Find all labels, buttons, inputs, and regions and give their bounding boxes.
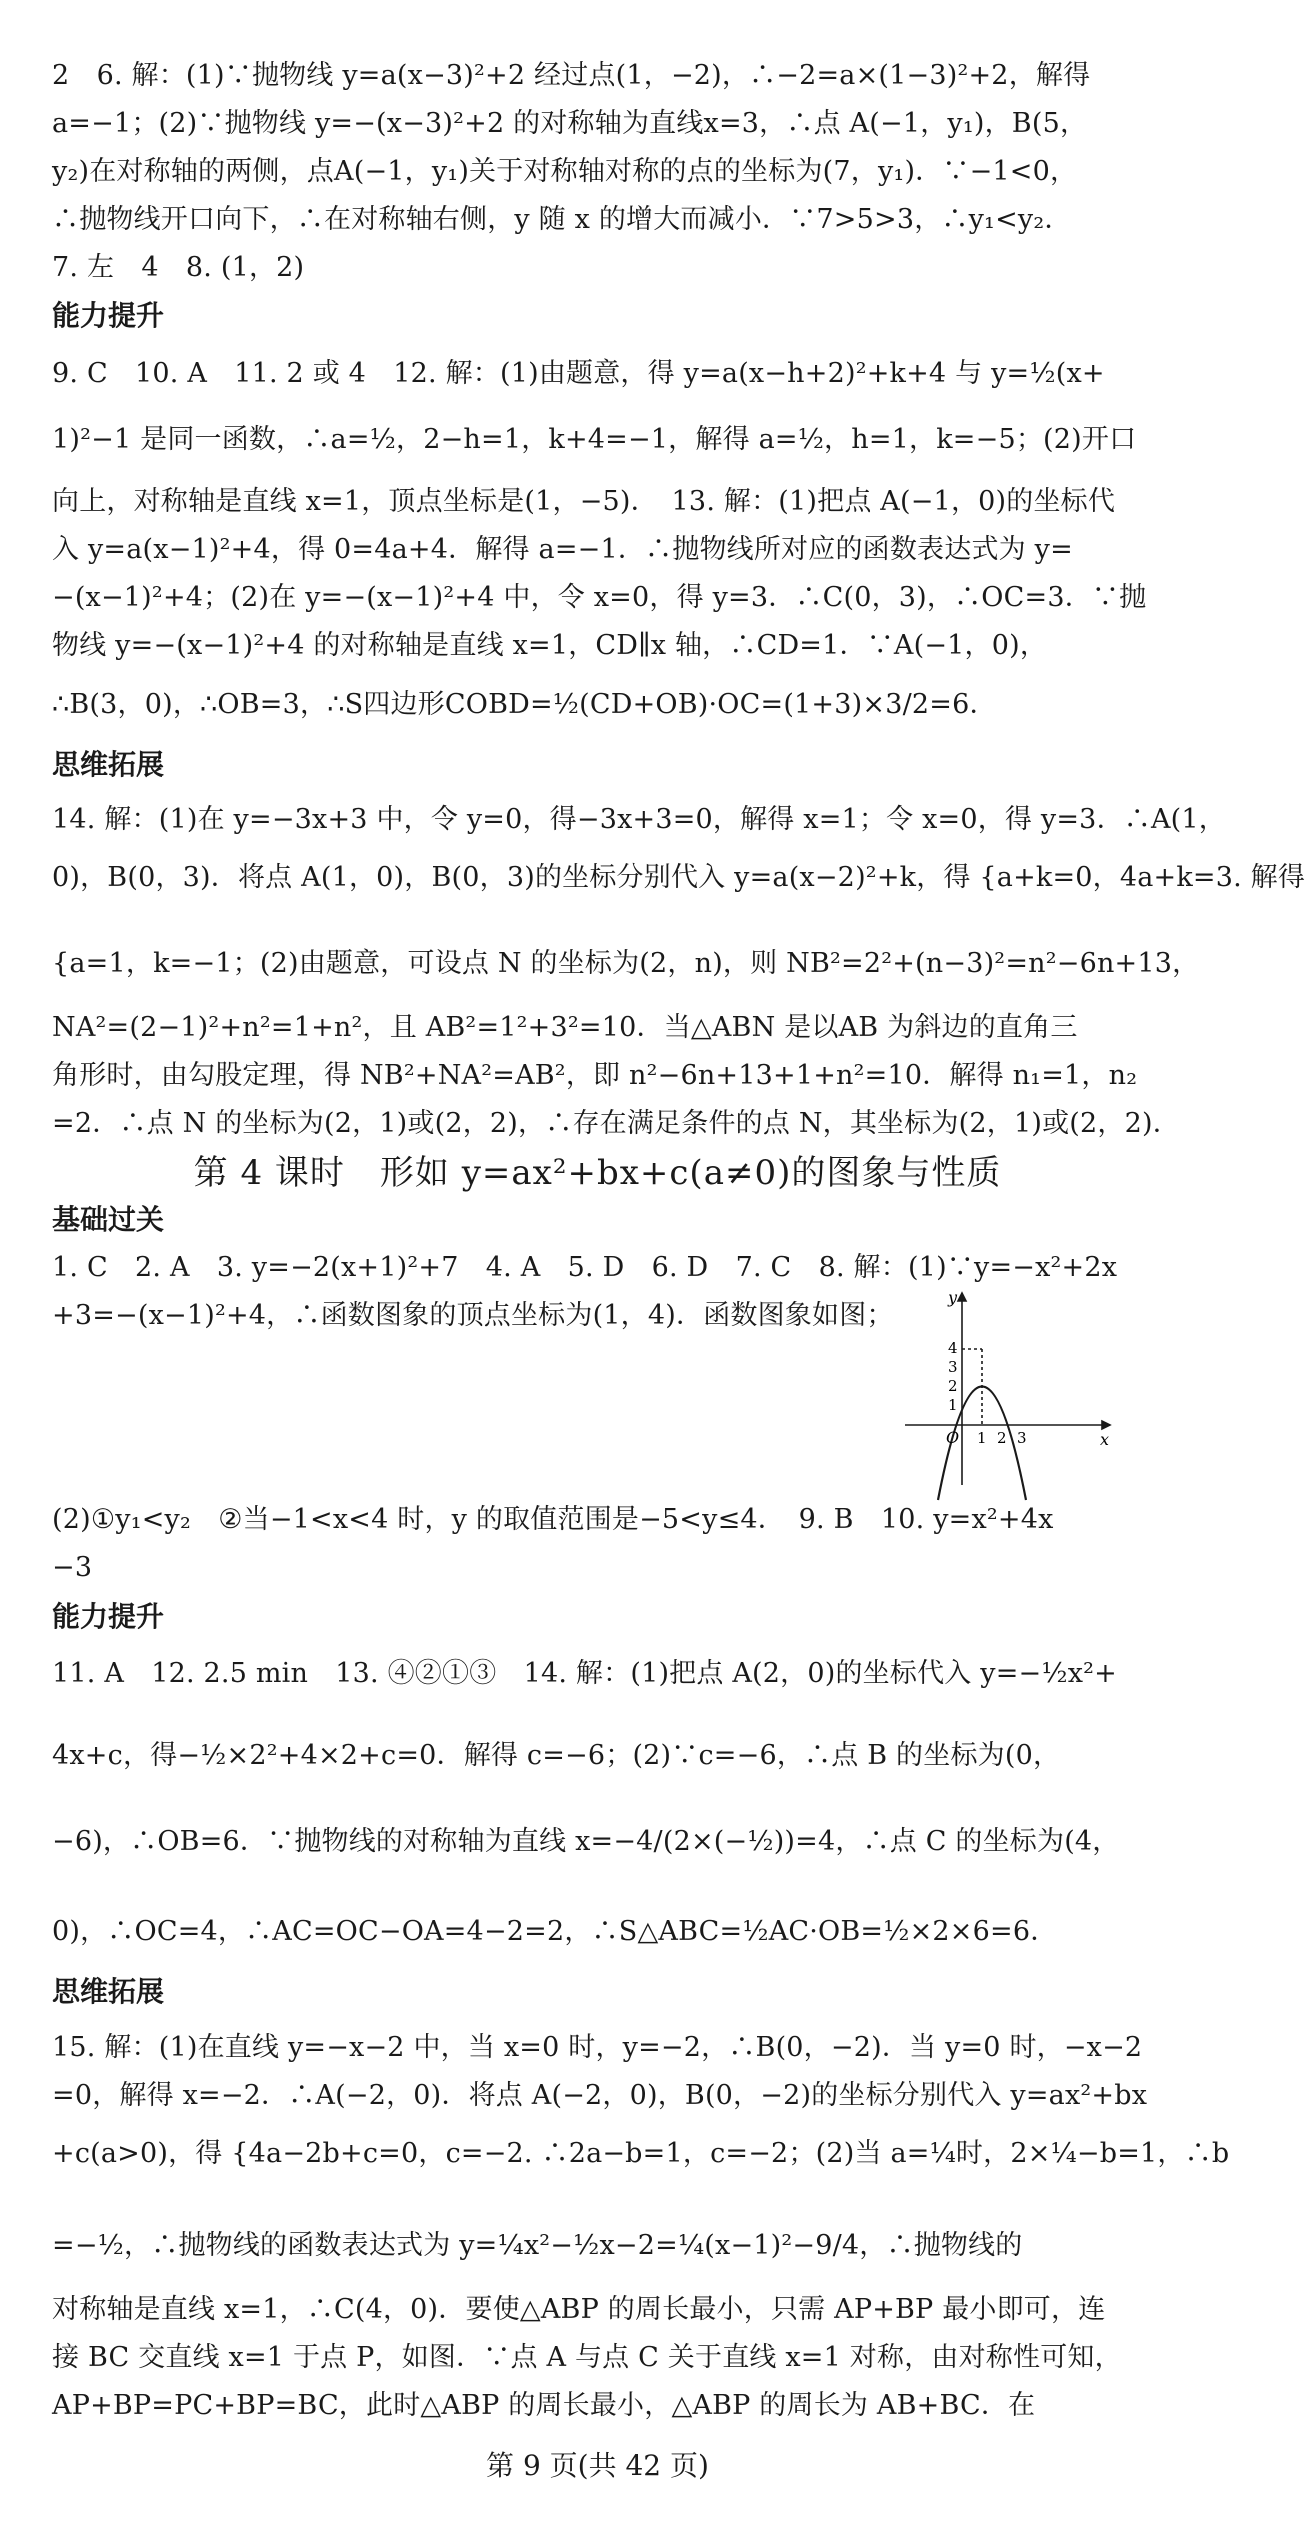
text-line: 物线 y=−(x−1)²+4 的对称轴是直线 x=1，CD∥x 轴，∴CD=1．∵A(−1，0)， <box>52 630 1048 661</box>
text-line: −3 <box>52 1552 93 1583</box>
text-line: 15. 解：(1)在直线 y=−x−2 中，当 x=0 时，y=−2，∴B(0，−2)．当 y=0 时，−x−2 <box>52 2032 1143 2063</box>
x-tick-label: 3 <box>1017 1429 1027 1447</box>
y-tick-label: 4 <box>948 1339 958 1357</box>
text-line: 1. C 2. A 3. y=−2(x+1)²+7 4. A 5. D 6. D 7. C 8. 解：(1)∵y=−x²+2x <box>52 1252 1118 1283</box>
origin-label: O <box>946 1428 960 1447</box>
x-tick-label: 1 <box>977 1429 987 1447</box>
text-line: 4x+c，得−½×2²+4×2+c=0．解得 c=−6；(2)∵c=−6，∴点 B 的坐标为(0， <box>52 1740 1061 1771</box>
section-heading: 基础过关 <box>52 1203 165 1236</box>
section-heading: 思维拓展 <box>52 748 165 781</box>
text-line: a=−1；(2)∵抛物线 y=−(x−3)²+2 的对称轴为直线x=3，∴点 A(−1，y₁)，B(5， <box>52 108 1088 139</box>
text-line: 对称轴是直线 x=1，∴C(4，0)．要使△ABP 的周长最小，只需 AP+BP 最小即可，连 <box>52 2294 1106 2325</box>
section-heading: 思维拓展 <box>52 1975 165 2008</box>
text-line: AP+BP=PC+BP=BC，此时△ABP 的周长最小，△ABP 的周长为 AB+BC．在 <box>52 2390 1036 2421</box>
text-line: 接 BC 交直线 x=1 于点 P，如图．∵点 A 与点 C 关于直线 x=1 对称，由对称性可知， <box>52 2342 1122 2373</box>
text-line: 0)，∴OC=4，∴AC=OC−OA=4−2=2，∴S△ABC=½AC·OB=½×2×6=6． <box>52 1916 1058 1947</box>
text-line: 向上，对称轴是直线 x=1，顶点坐标是(1，−5)． 13. 解：(1)把点 A(−1，0)的坐标代 <box>52 486 1116 517</box>
text-line: y₂)在对称轴的两侧，点A(−1，y₁)关于对称轴对称的点的坐标为(7，y₁)．∵−1<0， <box>52 156 1078 187</box>
graph-axes <box>905 1293 1110 1485</box>
text-line: =−½，∴抛物线的函数表达式为 y=¼x²−½x−2=¼(x−1)²−9/4，∴抛物线的 <box>52 2230 1023 2261</box>
lesson-title: 第 4 课时 形如 y=ax²+bx+c(a≠0)的图象与性质 <box>193 1153 1002 1193</box>
text-line: NA²=(2−1)²+n²=1+n²，且 AB²=1²+3²=10．当△ABN 是以AB 为斜边的直角三 <box>52 1012 1078 1043</box>
text-line: 1)²−1 是同一函数，∴a=½，2−h=1，k+4=−1，解得 a=½，h=1，k=−5；(2)开口 <box>52 424 1137 455</box>
text-line: +3=−(x−1)²+4，∴函数图象的顶点坐标为(1，4)．函数图象如图； <box>52 1300 894 1331</box>
text-line: 角形时，由勾股定理，得 NB²+NA²=AB²，即 n²−6n+13+1+n²=10．解得 n₁=1，n₂ <box>52 1060 1138 1091</box>
text-line: 9. C 10. A 11. 2 或 4 12. 解：(1)由题意，得 y=a(x−h+2)²+k+4 与 y=½(x+ <box>52 358 1105 389</box>
axis-label-y: y <box>948 1288 958 1307</box>
section-heading: 能力提升 <box>52 1600 165 1633</box>
text-line: {a=1，k=−1；(2)由题意，可设点 N 的坐标为(2，n)，则 NB²=2²+(n−3)²=n²−6n+13， <box>52 948 1200 979</box>
text-line: +c(a>0)，得 {4a−2b+c=0，c=−2. ∴2a−b=1，c=−2；(2)当 a=¼时，2×¼−b=1，∴b <box>52 2138 1230 2169</box>
text-line: 入 y=a(x−1)²+4，得 0=4a+4．解得 a=−1．∴抛物线所对应的函数表达式为 y= <box>52 534 1073 565</box>
y-tick-label: 1 <box>948 1396 958 1414</box>
text-line: 14. 解：(1)在 y=−3x+3 中，令 y=0，得−3x+3=0，解得 x=1；令 x=0，得 y=3．∴A(1， <box>52 804 1226 835</box>
x-tick-label: 2 <box>997 1429 1007 1447</box>
text-line: 7. 左 4 8. (1，2) <box>52 252 305 283</box>
text-line: −6)，∴OB=6．∵抛物线的对称轴为直线 x=−4/(2×(−½))=4，∴点 C 的坐标为(4， <box>52 1826 1120 1857</box>
y-tick-label: 3 <box>948 1358 958 1376</box>
text-line: (2)①y₁<y₂ ②当−1<x<4 时，y 的取值范围是−5<y≤4． 9. B 10. y=x²+4x <box>52 1504 1054 1535</box>
text-line: 2 6. 解：(1)∵抛物线 y=a(x−3)²+2 经过点(1，−2)，∴−2=a×(1−3)²+2，解得 <box>52 60 1091 91</box>
text-line: −(x−1)²+4；(2)在 y=−(x−1)²+4 中，令 x=0，得 y=3．∴C(0，3)，∴OC=3．∵抛 <box>52 582 1147 613</box>
parabola-graph <box>900 1285 1120 1495</box>
text-line: =0，解得 x=−2．∴A(−2，0)．将点 A(−2，0)，B(0，−2)的坐标分别代入 y=ax²+bx <box>52 2080 1148 2111</box>
axis-label-x: x <box>1100 1430 1110 1449</box>
text-line: 0)，B(0，3)．将点 A(1，0)，B(0，3)的坐标分别代入 y=a(x−2)²+k，得 {a+k=0，4a+k=3. 解得 <box>52 862 1305 893</box>
text-line: ∴抛物线开口向下，∴在对称轴右侧，y 随 x 的增大而减小．∵7>5>3，∴y₁<y₂． <box>52 204 1072 235</box>
text-line: 11. A 12. 2.5 min 13. ④②①③ 14. 解：(1)把点 A(2，0)的坐标代入 y=−½x²+ <box>52 1658 1118 1689</box>
text-line: =2．∴点 N 的坐标为(2，1)或(2，2)，∴存在满足条件的点 N，其坐标为(2，1)或(2，2)． <box>52 1108 1180 1139</box>
section-heading: 能力提升 <box>52 299 165 332</box>
y-tick-label: 2 <box>948 1377 958 1395</box>
page-footer: 第 9 页(共 42 页) <box>486 2449 709 2482</box>
text-line: ∴B(3，0)，∴OB=3，∴S四边形COBD=½(CD+OB)·OC=(1+3)×3/2=6． <box>52 689 997 720</box>
